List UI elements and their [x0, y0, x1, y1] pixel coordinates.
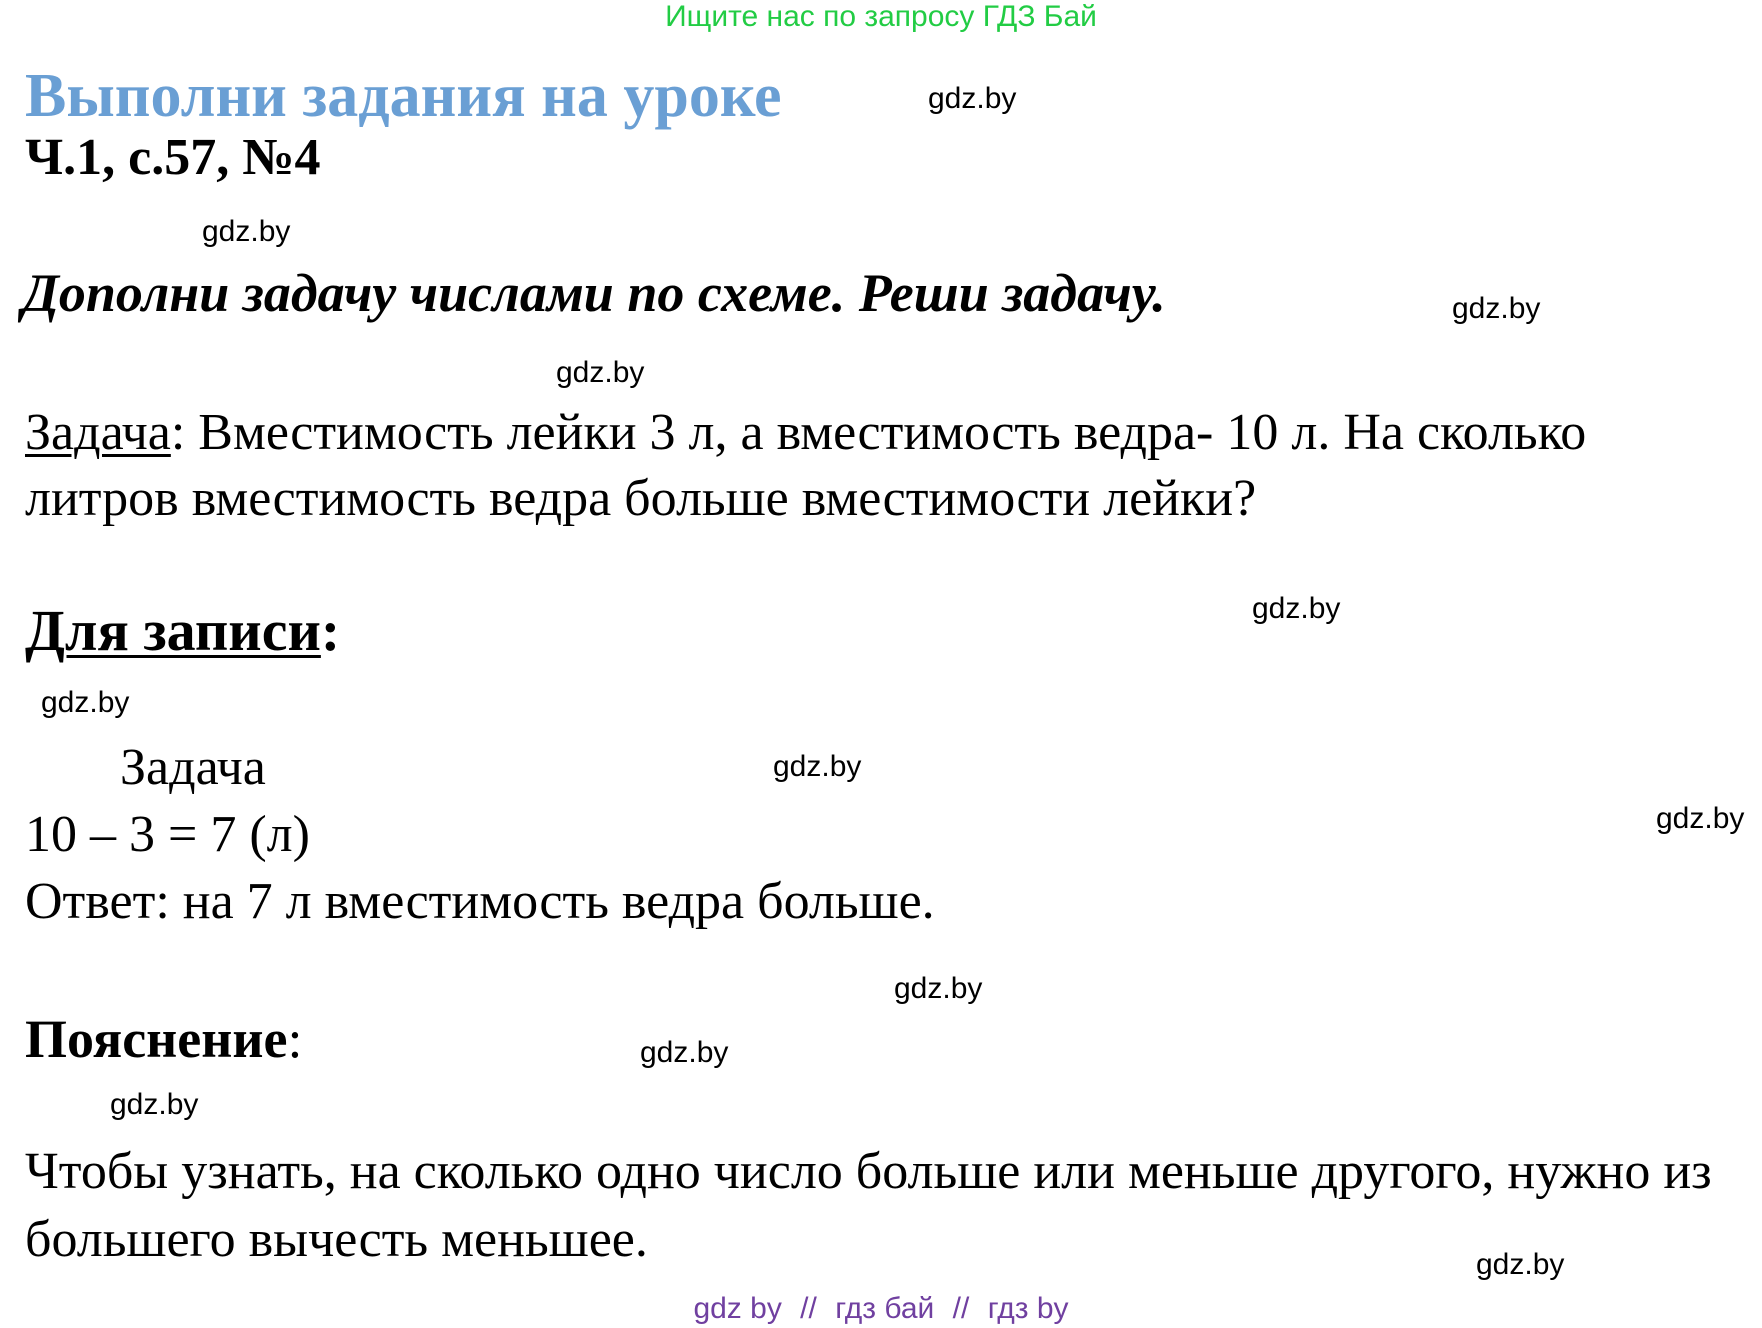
watermark: gdz.by [1452, 292, 1541, 325]
watermark: gdz.by [1252, 592, 1341, 625]
record-heading [25, 598, 340, 664]
explanation-text: Чтобы узнать, на сколько одно число больше или меньше другого, нужно из большего вычесть меньшее. [25, 1143, 1712, 1268]
solution-title: Задача [120, 739, 266, 796]
watermark: gdz.by [773, 750, 862, 783]
watermark: gdz.by [1656, 802, 1745, 835]
watermark: gdz.by [41, 686, 130, 719]
watermark: gdz.by [928, 82, 1017, 115]
lesson-heading: Выполни задания на уроке [25, 62, 782, 130]
top-banner-text: Ищите нас по запросу ГДЗ Бай [665, 0, 1097, 33]
solution-expression: 10 – 3 = 7 (л) [25, 806, 310, 863]
record-heading-colon: : [320, 598, 341, 663]
footer-link-gdz-bai[interactable]: гдз бай [835, 1292, 935, 1325]
watermark: gdz.by [110, 1088, 199, 1121]
task-instruction: Дополни задачу числами по схеме. Реши задачу. [22, 263, 1166, 323]
footer-links [0, 1292, 1762, 1326]
watermark: gdz.by [640, 1036, 729, 1069]
explanation-heading [25, 1008, 302, 1070]
explanation-heading-label: Пояснение [25, 1009, 288, 1069]
watermark: gdz.by [556, 356, 645, 389]
problem-label: Задача [25, 404, 171, 461]
record-heading-label: Для записи [25, 598, 321, 663]
page-reference: Ч.1, с.57, №4 [25, 129, 321, 186]
footer-link-gdz-by[interactable]: gdz by [693, 1292, 782, 1325]
footer-link-gdz-by-cyr[interactable]: гдз by [987, 1292, 1069, 1325]
problem-text: : Вместимость лейки 3 л, а вместимость ведра- 10 л. На сколько литров вместимость ведра больше вместимости лейки? [25, 404, 1587, 527]
footer-separator: // [952, 1292, 970, 1325]
explanation-heading-colon: : [287, 1009, 303, 1069]
watermark: gdz.by [894, 972, 983, 1005]
footer-separator: // [800, 1292, 817, 1325]
watermark: gdz.by [202, 215, 291, 248]
watermark: gdz.by [1476, 1248, 1565, 1281]
solution-answer: Ответ: на 7 л вместимость ведра больше. [25, 873, 935, 930]
problem-statement [25, 400, 1725, 532]
